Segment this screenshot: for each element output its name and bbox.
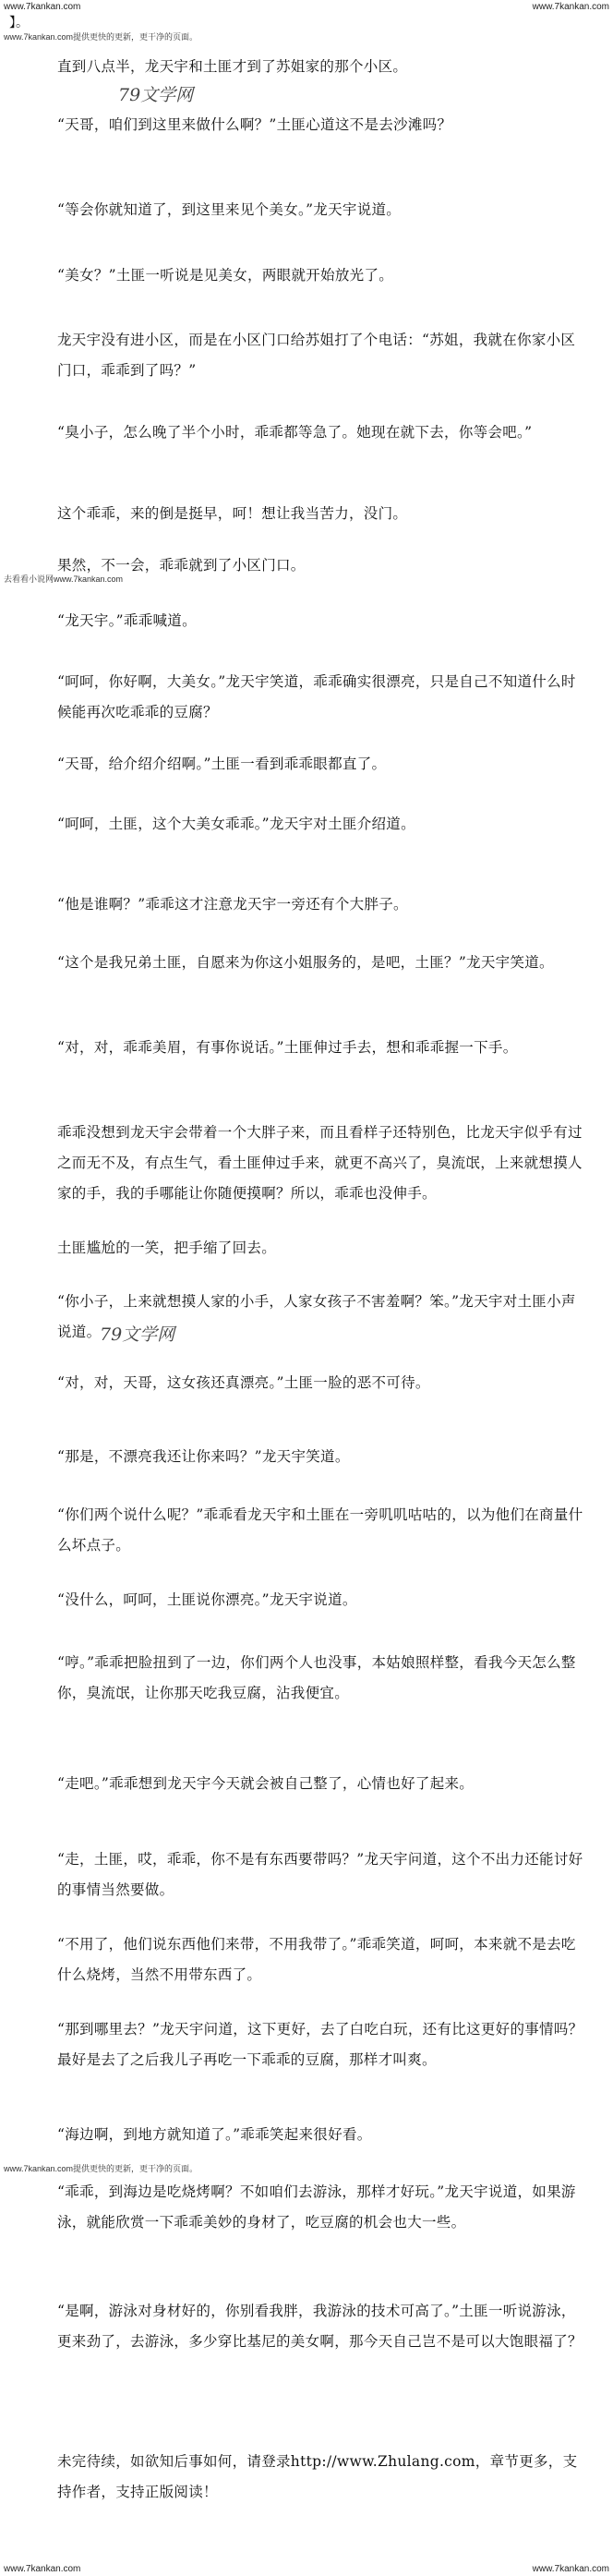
paragraph: “对，对，天哥，这女孩还真漂亮。”土匪一脸的恶不可待。 bbox=[57, 1374, 430, 1391]
paragraph: “臭小子，怎么晚了半个小时，乖乖都等急了。她现在就下去，你等会吧。” bbox=[57, 424, 533, 441]
paragraph: “那是，不漂亮我还让你来吗？”龙天宇笑道。 bbox=[57, 1448, 350, 1465]
paragraph: 乖乖没想到龙天宇会带着一个大胖子来，而且看样子还特别色，比龙天宇似乎有过之而无不及，有点生气，看土匪伸过手来，就更不高兴了，臭流氓，上来就想摸人家的手，我的手哪能让你随便摸啊？所以，乖乖也没伸手。 bbox=[57, 1124, 583, 1202]
paragraph: 直到八点半，龙天宇和土匪才到了苏姐家的那个小区。 bbox=[57, 58, 408, 75]
paragraph: “呵呵，你好啊，大美女。”龙天宇笑道，乖乖确实很漂亮，只是自己不知道什么时候能再次吃乖乖的豆腐？ bbox=[57, 673, 576, 720]
paragraph: “等会你就知道了，到这里来见个美女。”龙天宇说道。 bbox=[57, 201, 402, 218]
paragraph: “不用了，他们说东西他们来带，不用我带了。”乖乖笑道，呵呵，本来就不是去吃什么烧烤，当然不用带东西了。 bbox=[57, 1936, 576, 1983]
carryover-text: 】。 bbox=[9, 16, 29, 30]
paragraph: “没什么，呵呵，土匪说你漂亮。”龙天宇说道。 bbox=[57, 1591, 357, 1608]
site-notice: 去看看小说网www.7kankan.com bbox=[4, 574, 124, 584]
watermark: 79文学网 bbox=[100, 1324, 175, 1345]
paragraph: 这个乖乖，来的倒是挺早，呵！想让我当苦力，没门。 bbox=[57, 505, 408, 522]
page-footer bbox=[4, 2564, 609, 2574]
continuation-notice: 未完待续，如欲知后事如何，请登录http://www.Zhulang.com，章节更多，支持作者，支持正版阅读！ bbox=[57, 2453, 578, 2500]
paragraph: “你们两个说什么呢？”乖乖看龙天宇和土匪在一旁叽叽咕咕的，以为他们在商量什么坏点子。 bbox=[57, 1506, 583, 1554]
paragraph: “对，对，乖乖美眉，有事你说话。”土匪伸过手去，想和乖乖握一下手。 bbox=[57, 1039, 518, 1056]
paragraph: “美女？”土匪一听说是见美女，两眼就开始放光了。 bbox=[57, 267, 394, 284]
paragraph: “海边啊，到地方就知道了。”乖乖笑起来很好看。 bbox=[57, 2126, 372, 2143]
paragraph: “龙天宇。”乖乖喊道。 bbox=[57, 612, 197, 629]
header-site-left[interactable]: www.7kankan.com bbox=[4, 2, 81, 12]
paragraph: “是啊，游泳对身材好的，你别看我胖，我游泳的技术可高了。”土匪一听说游泳，更来劲了，去游泳，多少穿比基尼的美女啊，那今天自己岂不是可以大饱眼福了？ bbox=[57, 2303, 583, 2350]
paragraph: “你小子，上来就想摸人家的小手，人家女孩子不害羞啊？笨。”龙天宇对土匪小声说道。 bbox=[57, 1293, 576, 1340]
paragraph: “走，土匪，哎，乖乖，你不是有东西要带吗？”龙天宇问道，这个不出力还能讨好的事情当然要做。 bbox=[57, 1851, 583, 1898]
footer-site-right[interactable]: www.7kankan.com bbox=[532, 2564, 609, 2574]
paragraph: “这个是我兄弟土匪，自愿来为你这小姐服务的，是吧，土匪？”龙天宇笑道。 bbox=[57, 954, 554, 971]
paragraph: “走吧。”乖乖想到龙天宇今天就会被自己整了，心情也好了起来。 bbox=[57, 1775, 475, 1792]
paragraph: “他是谁啊？”乖乖这才注意龙天宇一旁还有个大胖子。 bbox=[57, 896, 408, 913]
page-header bbox=[4, 2, 609, 12]
paragraph: “那到哪里去？”龙天宇问道，这下更好，去了白吃白玩，还有比这更好的事情吗？最好是去了之后我儿子再吃一下乖乖的豆腐，那样才叫爽。 bbox=[57, 2021, 583, 2068]
site-notice: www.7kankan.com提供更快的更新，更干净的页面。 bbox=[4, 32, 198, 42]
site-notice: www.7kankan.com提供更快的更新，更干净的页面。 bbox=[4, 2164, 198, 2173]
paragraph: “天哥，给介绍介绍啊。”土匪一看到乖乖眼都直了。 bbox=[57, 756, 387, 772]
paragraph: “天哥，咱们到这里来做什么啊？”土匪心道这不是去沙滩吗？ bbox=[57, 116, 452, 133]
paragraph: 土匪尴尬的一笑，把手缩了回去。 bbox=[57, 1240, 277, 1256]
footer-site-left[interactable]: www.7kankan.com bbox=[4, 2564, 81, 2574]
watermark: 79文学网 bbox=[118, 85, 194, 105]
paragraph: “哼。”乖乖把脸扭到了一边，你们两个人也没事，本姑娘照样整，看我今天怎么整你，臭流氓，让你那天吃我豆腐，沾我便宜。 bbox=[57, 1654, 576, 1701]
paragraph: 果然，不一会，乖乖就到了小区门口。 bbox=[57, 557, 306, 574]
paragraph: 龙天宇没有进小区，而是在小区门口给苏姐打了个电话：“苏姐，我就在你家小区门口，乖乖到了吗？” bbox=[57, 332, 576, 379]
paragraph: “呵呵，土匪，这个大美女乖乖。”龙天宇对土匪介绍道。 bbox=[57, 816, 415, 832]
header-site-right[interactable]: www.7kankan.com bbox=[532, 2, 609, 12]
paragraph: “乖乖，到海边是吃烧烤啊？不如咱们去游泳，那样才好玩。”龙天宇说道，如果游泳，就能欣赏一下乖乖美妙的身材了，吃豆腐的机会也大一些。 bbox=[57, 2183, 576, 2231]
